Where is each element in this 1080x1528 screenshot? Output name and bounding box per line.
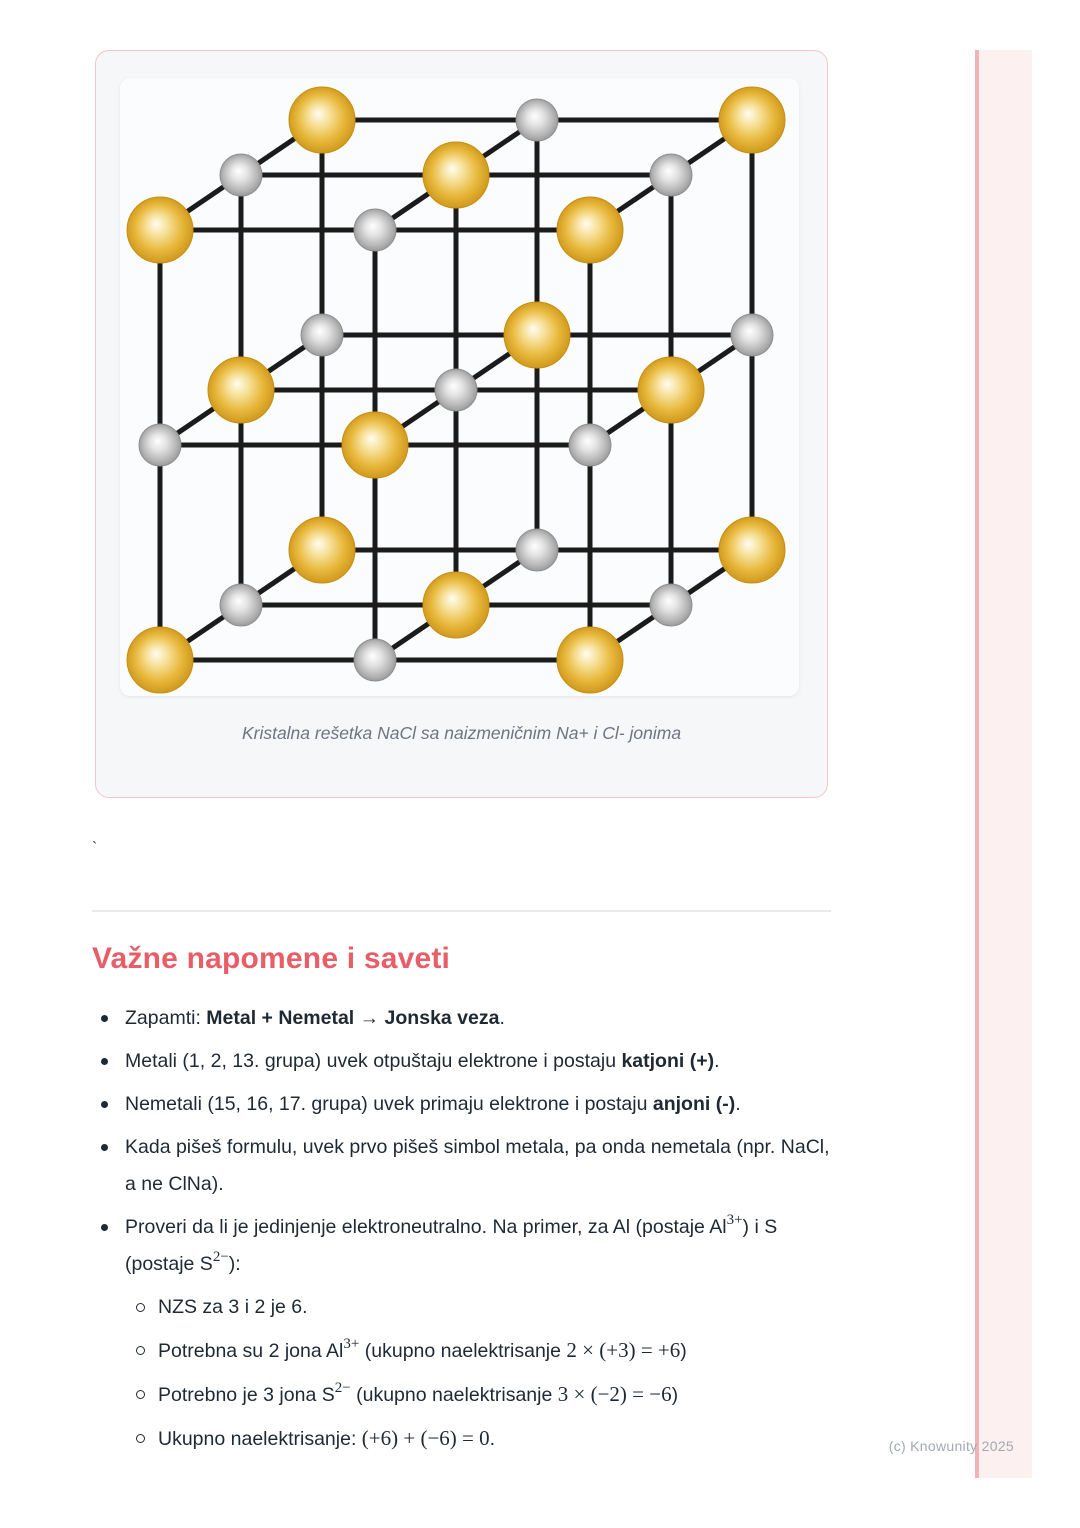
chloride-ion-sphere: [435, 369, 477, 411]
chloride-ion-sphere: [354, 209, 396, 251]
stray-backtick: `: [92, 840, 98, 857]
sodium-ion-sphere: [719, 517, 785, 583]
note-item: [92, 1086, 840, 1123]
circle-bullet-marker: [136, 1434, 145, 1443]
sodium-ion-sphere: [423, 142, 489, 208]
sodium-ion-sphere: [504, 302, 570, 368]
sub-note-item: [92, 1420, 840, 1458]
sub-note-item: [92, 1289, 840, 1326]
sodium-ion-sphere: [289, 517, 355, 583]
note-item: [92, 1043, 840, 1080]
chloride-ion-sphere: [301, 314, 343, 356]
chloride-ion-sphere: [516, 529, 558, 571]
note-item: [92, 1000, 840, 1037]
disc-bullet-marker: [101, 1224, 108, 1231]
disc-bullet-marker: [101, 1015, 108, 1022]
sub-note-item: [92, 1376, 840, 1414]
circle-bullet-marker: [136, 1303, 145, 1312]
note-text: NZS za 3 i 2 je 6.: [158, 1296, 308, 1318]
sodium-ion-sphere: [127, 627, 193, 693]
crystal-lattice-svg: [120, 78, 799, 696]
section-divider: [92, 910, 831, 912]
note-text: Ukupno naelektrisanje: (+6) + (−6) = 0.: [158, 1426, 496, 1450]
chloride-ion-sphere: [731, 314, 773, 356]
sub-note-item: [92, 1332, 840, 1370]
note-text: Zapamti: Metal + Nemetal → Jonska veza.: [125, 1007, 505, 1029]
note-text: Metali (1, 2, 13. grupa) uvek otpuštaju elektrone i postaju katjoni (+).: [125, 1050, 720, 1072]
sodium-ion-sphere: [289, 87, 355, 153]
circle-bullet-marker: [136, 1346, 145, 1355]
page-edge-stripe: [975, 50, 1032, 1478]
copyright-notice: (c) Knowunity 2025: [888, 1438, 1014, 1454]
sodium-ion-sphere: [208, 357, 274, 423]
sodium-ion-sphere: [719, 87, 785, 153]
section-heading: Važne napomene i saveti: [92, 942, 451, 975]
chloride-ion-sphere: [139, 424, 181, 466]
sodium-ion-sphere: [423, 572, 489, 638]
sodium-ion-sphere: [557, 627, 623, 693]
chloride-ion-sphere: [650, 154, 692, 196]
chloride-ion-sphere: [220, 584, 262, 626]
sodium-ion-sphere: [127, 197, 193, 263]
note-text: Nemetali (15, 16, 17. grupa) uvek primaju elektrone i postaju anjoni (-).: [125, 1093, 741, 1115]
chloride-ion-sphere: [354, 639, 396, 681]
chloride-ion-sphere: [220, 154, 262, 196]
disc-bullet-marker: [101, 1058, 108, 1065]
note-text: Potrebno je 3 jona $S^{2-}$ (ukupno naelektrisanje 3 × (−2) = −6): [158, 1380, 679, 1406]
chloride-ion-sphere: [650, 584, 692, 626]
circle-bullet-marker: [136, 1390, 145, 1399]
note-item: [92, 1209, 840, 1283]
disc-bullet-marker: [101, 1144, 108, 1151]
crystal-lattice-figure: [120, 78, 799, 696]
disc-bullet-marker: [101, 1101, 108, 1108]
sodium-ion-sphere: [342, 412, 408, 478]
note-text: Potrebna su 2 jona $Al^{3+}$ (ukupno naelektrisanje 2 × (+3) = +6): [158, 1336, 687, 1362]
chloride-ion-sphere: [516, 99, 558, 141]
note-text: Proveri da li je jedinjenje elektroneutralno. Na primer, za Al (postaje $Al^{3+}$) i S (postaje $S^{2-}$):: [125, 1212, 778, 1275]
sodium-ion-sphere: [557, 197, 623, 263]
notes-list: [92, 1000, 840, 1464]
chloride-ion-sphere: [569, 424, 611, 466]
sodium-ion-sphere: [638, 357, 704, 423]
note-item: [92, 1129, 840, 1203]
figure-caption: Kristalna rešetka NaCl sa naizmeničnim Na+ i Cl- jonima: [241, 723, 682, 743]
note-text: Kada pišeš formulu, uvek prvo pišeš simbol metala, pa onda nemetala (npr. NaCl, a ne ClNa).: [125, 1136, 830, 1195]
